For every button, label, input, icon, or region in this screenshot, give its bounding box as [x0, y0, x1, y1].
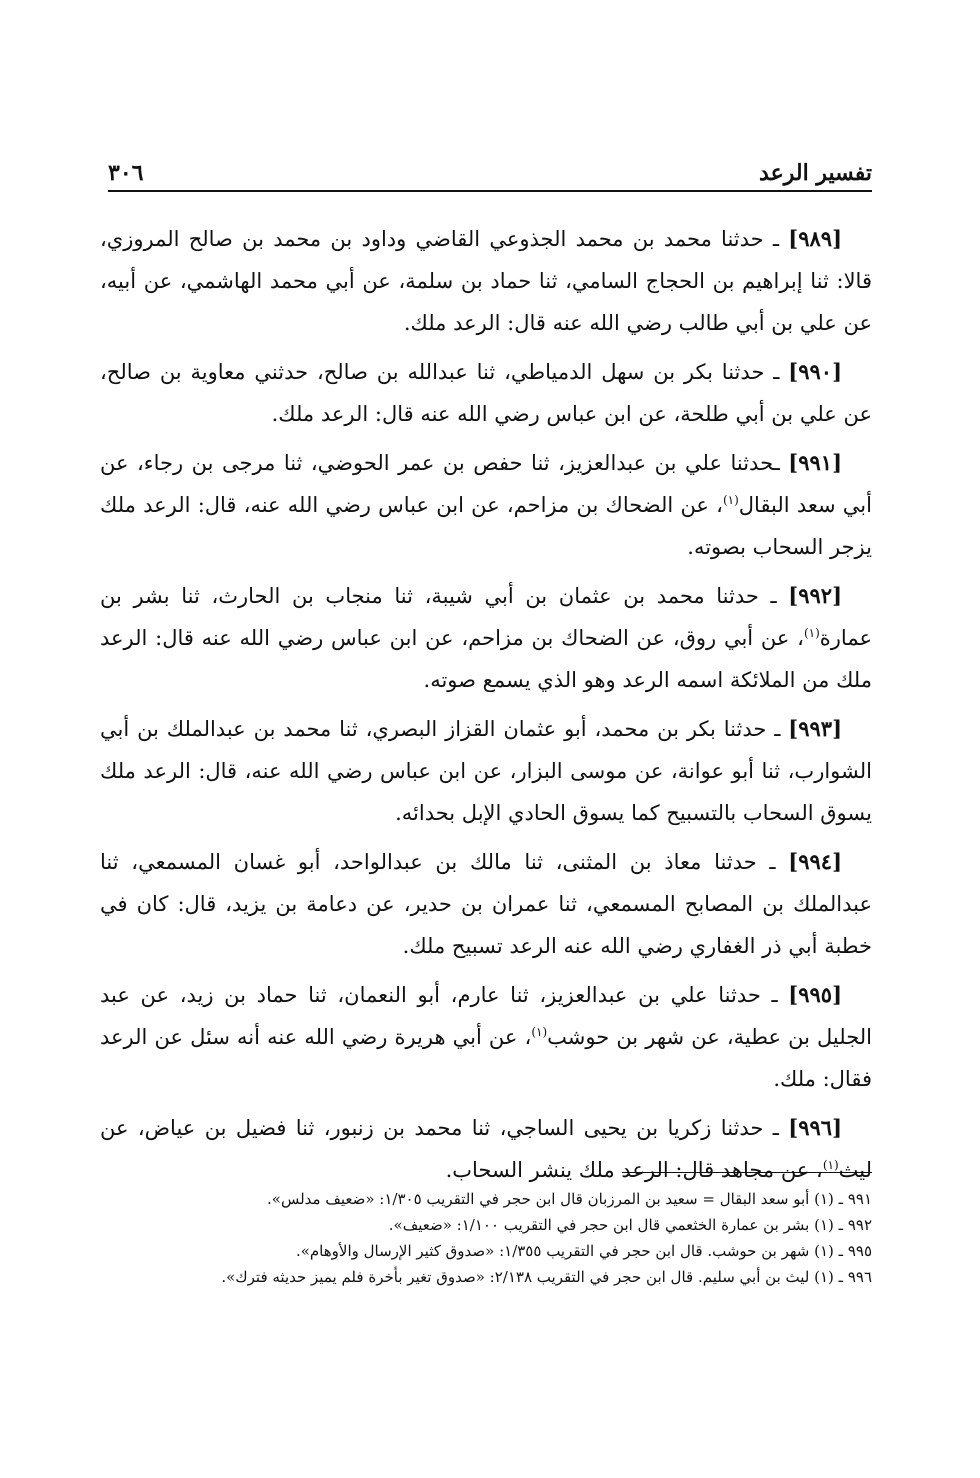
- hadith-number: [٩٩٣]: [788, 716, 842, 741]
- hadith-text: ، عن أبي هريرة رضي الله عنه أنه سئل عن الرعد فقال: ملك.: [100, 1025, 872, 1091]
- footnote-995: ٩٩٥ ـ (١) شهر بن حوشب. قال ابن حجر في التقريب ١/٣٥٥: «صدوق كثير الإرسال والأوهام».: [295, 1242, 872, 1260]
- hadith-991: [100, 442, 872, 568]
- hadith-text: ـ حدثنا بكر بن محمد، أبو عثمان القزاز البصري، ثنا محمد بن عبدالملك بن أبي الشوارب، ثنا أبو عوانة، عن موسى البزار، عن ابن عباس رضي الله عنه، قال: الرعد ملك يسوق السحاب بالتسبيح كما يسوق الحادي الإبل بحدائه.: [100, 717, 872, 825]
- footnote-marker: (١): [822, 1158, 839, 1172]
- hadith-994: [100, 841, 872, 967]
- footnote-marker: (١): [531, 1025, 548, 1039]
- hadith-995: [100, 974, 872, 1100]
- footnotes: [108, 1186, 872, 1290]
- page-number: ٣٠٦: [108, 160, 144, 186]
- hadith-text: ـ حدثنا زكريا بن يحيى الساجي، ثنا محمد بن زنبور، ثنا فضيل بن عياض، عن ليث: [100, 1116, 872, 1182]
- footnote-marker: (١): [722, 493, 739, 507]
- chapter-title: تفسير الرعد: [759, 160, 872, 186]
- hadith-text: ـ حدثنا محمد بن محمد الجذوعي القاضي وداود بن محمد بن صالح المروزي، قالا: ثنا إبراهيم بن الحجاج السامي، ثنا حماد بن سلمة، عن أبي محمد الهاشمي، عن أبيه، عن علي بن أبي طالب رضي الله عنه قال: الرعد ملك.: [100, 227, 872, 335]
- hadith-number: [٩٩٤]: [788, 849, 842, 874]
- hadith-text: ـحدثنا علي بن عبدالعزيز، ثنا حفص بن عمر الحوضي، ثنا مرجى بن رجاء، عن أبي سعد البقال: [100, 451, 872, 517]
- footnote-marker: (١): [803, 626, 820, 640]
- footnote-divider: [622, 1172, 872, 1173]
- hadith-text: ، عن مجاهد قال: الرعد ملك ينشر السحاب.: [445, 1158, 823, 1182]
- hadith-text: ـ حدثنا محمد بن عثمان بن أبي شيبة، ثنا منجاب بن الحارث، ثنا بشر بن عمارة: [100, 584, 872, 650]
- running-head: [108, 146, 872, 192]
- footnote-992: ٩٩٢ ـ (١) بشر بن عمارة الخثعمي قال ابن حجر في التقريب ١/١٠٠: «ضعيف».: [388, 1216, 872, 1234]
- hadith-number: [٩٨٩]: [788, 226, 842, 251]
- hadith-number: [٩٩٢]: [788, 583, 842, 608]
- hadith-996: [100, 1107, 872, 1191]
- hadith-number: [٩٩١]: [788, 450, 842, 475]
- footnote-991: ٩٩١ ـ (١) أبو سعد البقال = سعيد بن المرزبان قال ابن حجر في التقريب ١/٣٠٥: «ضعيف مدلس».: [267, 1190, 872, 1208]
- hadith-990: [100, 351, 872, 435]
- hadith-number: [٩٩٦]: [788, 1115, 842, 1140]
- hadith-text: ، عن الضحاك بن مزاحم، عن ابن عباس رضي الله عنه، قال: الرعد ملك يزجر السحاب بصوته.: [100, 493, 872, 559]
- hadith-text: ـ حدثنا علي بن عبدالعزيز، ثنا عارم، أبو النعمان، ثنا حماد بن زيد، عن عبد الجليل بن عطية، عن شهر بن حوشب: [100, 983, 872, 1049]
- hadith-number: [٩٩٠]: [788, 359, 842, 384]
- hadith-989: [100, 218, 872, 344]
- footnote-996: ٩٩٦ ـ (١) ليث بن أبي سليم. قال ابن حجر في التقريب ٢/١٣٨: «صدوق تغير بأخرة فلم يميز حديثه فترك».: [221, 1268, 872, 1286]
- hadith-993: [100, 708, 872, 834]
- hadith-text: ، عن أبي روق، عن الضحاك بن مزاحم، عن ابن عباس رضي الله عنه قال: الرعد ملك من الملائكة اسمه الرعد وهو الذي يسمع صوته.: [100, 626, 872, 692]
- main-text: [100, 218, 872, 1198]
- hadith-992: [100, 575, 872, 701]
- hadith-number: [٩٩٥]: [788, 982, 842, 1007]
- hadith-text: ـ حدثنا بكر بن سهل الدمياطي، ثنا عبدالله بن صالح، حدثني معاوية بن صالح، عن علي بن أبي طلحة، عن ابن عباس رضي الله عنه قال: الرعد ملك.: [100, 360, 872, 426]
- hadith-text: ـ حدثنا معاذ بن المثنى، ثنا مالك بن عبدالواحد، أبو غسان المسمعي، ثنا عبدالملك بن المصابح المسمعي، ثنا عمران بن حدير، عن دعامة بن يزيد، قال: كان في خطبة أبي ذر الغفاري رضي الله عنه الرعد تسبيح ملك.: [100, 850, 872, 958]
